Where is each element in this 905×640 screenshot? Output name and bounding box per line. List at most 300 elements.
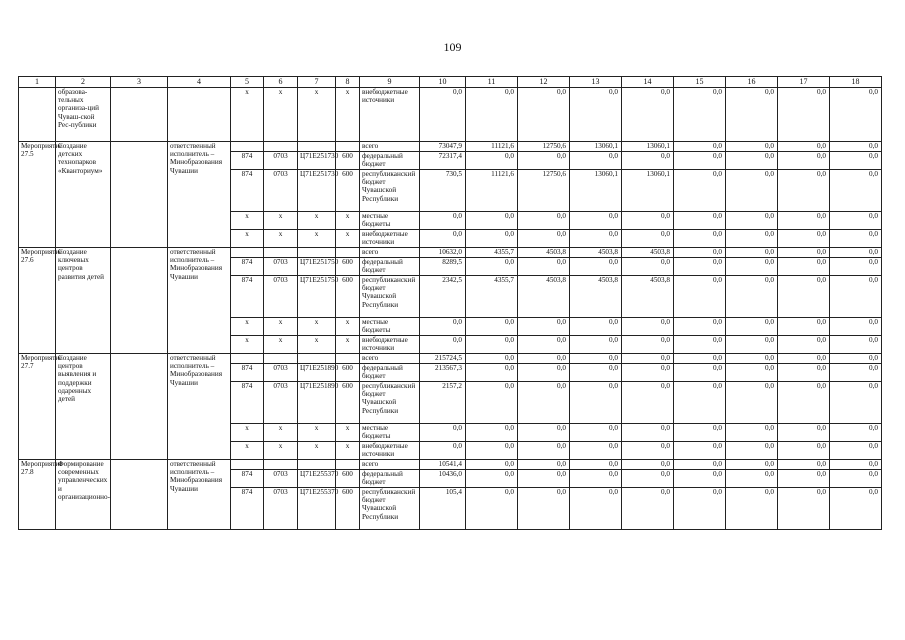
code-cell: 0703 <box>264 364 298 382</box>
code-cell: 600 <box>336 382 360 424</box>
value-cell: 0,0 <box>726 336 778 354</box>
code-cell <box>264 248 298 258</box>
value-cell: 0,0 <box>726 318 778 336</box>
code-cell: x <box>336 318 360 336</box>
value-cell: 0,0 <box>466 488 518 530</box>
value-cell: 0,0 <box>726 276 778 318</box>
value-cell: 0,0 <box>674 460 726 470</box>
value-cell: 0,0 <box>674 354 726 364</box>
value-cell: 0,0 <box>570 230 622 248</box>
value-cell: 0,0 <box>570 258 622 276</box>
value-cell: 0,0 <box>570 460 622 470</box>
value-cell: 0,0 <box>830 336 882 354</box>
header-cell: 15 <box>674 77 726 88</box>
value-cell: 0,0 <box>778 382 830 424</box>
value-cell: 0,0 <box>726 152 778 170</box>
code-cell: x <box>231 212 264 230</box>
value-cell: 4503,8 <box>570 248 622 258</box>
value-cell: 0,0 <box>466 336 518 354</box>
value-cell: 0,0 <box>830 230 882 248</box>
code-cell: x <box>298 230 336 248</box>
value-cell: 0,0 <box>622 488 674 530</box>
source-cell: внебюджетные источники <box>360 88 420 142</box>
value-cell: 0,0 <box>570 88 622 142</box>
value-cell: 0,0 <box>420 336 466 354</box>
value-cell: 10436,0 <box>420 470 466 488</box>
value-cell: 13060,1 <box>570 170 622 212</box>
source-cell: местные бюджеты <box>360 318 420 336</box>
value-cell: 0,0 <box>674 248 726 258</box>
code-cell: Ц71Е251750 <box>298 276 336 318</box>
value-cell: 0,0 <box>622 470 674 488</box>
value-cell: x <box>336 88 360 142</box>
value-cell: 10541,4 <box>420 460 466 470</box>
code-cell <box>231 460 264 470</box>
code-cell <box>298 248 336 258</box>
value-cell: 0,0 <box>830 424 882 442</box>
code-cell <box>264 142 298 152</box>
value-cell: 0,0 <box>778 152 830 170</box>
code-cell: x <box>264 230 298 248</box>
value-cell: 0,0 <box>674 276 726 318</box>
code-cell: x <box>231 336 264 354</box>
code-cell: x <box>336 230 360 248</box>
code-cell: 0703 <box>264 258 298 276</box>
value-cell: 0,0 <box>622 318 674 336</box>
value-cell: 13060,1 <box>570 142 622 152</box>
value-cell: 0,0 <box>778 170 830 212</box>
code-cell: x <box>231 318 264 336</box>
value-cell: 0,0 <box>622 230 674 248</box>
code-cell <box>264 354 298 364</box>
value-cell: 12750,6 <box>518 170 570 212</box>
code-cell: 0703 <box>264 152 298 170</box>
code-cell: 874 <box>231 382 264 424</box>
value-cell: 0,0 <box>830 442 882 460</box>
empty-cell <box>111 460 168 530</box>
code-cell: x <box>264 336 298 354</box>
header-cell: 6 <box>264 77 298 88</box>
value-cell: 4355,7 <box>466 248 518 258</box>
value-cell: 0,0 <box>726 382 778 424</box>
value-cell: 0,0 <box>622 382 674 424</box>
value-cell: 0,0 <box>622 88 674 142</box>
header-cell: 11 <box>466 77 518 88</box>
value-cell: 4503,8 <box>518 276 570 318</box>
value-cell: 213567,3 <box>420 364 466 382</box>
value-cell: 0,0 <box>830 364 882 382</box>
code-cell: Ц71Е251730 <box>298 170 336 212</box>
code-cell: Ц71Е251890 <box>298 382 336 424</box>
value-cell: 0,0 <box>830 318 882 336</box>
value-cell: 0,0 <box>778 230 830 248</box>
code-cell: x <box>231 424 264 442</box>
header-cell: 18 <box>830 77 882 88</box>
value-cell: 0,0 <box>518 152 570 170</box>
code-cell: x <box>298 424 336 442</box>
value-cell: 73047,9 <box>420 142 466 152</box>
event-title-cell: образова-тельных организа-ций Чуваш-ской Рес-публики <box>56 88 111 142</box>
source-cell: республиканский бюджет Чувашской Республики <box>360 382 420 424</box>
value-cell: 13060,1 <box>622 170 674 212</box>
table-row <box>19 142 882 152</box>
code-cell: x <box>264 318 298 336</box>
header-cell: 7 <box>298 77 336 88</box>
code-cell <box>231 354 264 364</box>
value-cell: 0,0 <box>466 212 518 230</box>
code-cell: Ц71Е251730 <box>298 152 336 170</box>
event-id-cell: Мероприятие 27.6 <box>19 248 56 354</box>
value-cell: 0,0 <box>622 152 674 170</box>
value-cell: 0,0 <box>518 442 570 460</box>
value-cell: 4503,8 <box>570 276 622 318</box>
value-cell: 0,0 <box>778 258 830 276</box>
code-cell: x <box>264 424 298 442</box>
source-cell: внебюджетные источники <box>360 230 420 248</box>
source-cell: республиканский бюджет Чувашской Республики <box>360 170 420 212</box>
value-cell: 0,0 <box>570 212 622 230</box>
value-cell: 0,0 <box>674 488 726 530</box>
value-cell: 0,0 <box>726 424 778 442</box>
code-cell <box>264 460 298 470</box>
value-cell: 0,0 <box>674 470 726 488</box>
value-cell: 0,0 <box>726 230 778 248</box>
value-cell: 0,0 <box>466 382 518 424</box>
source-cell: федеральный бюджет <box>360 152 420 170</box>
value-cell: 0,0 <box>778 276 830 318</box>
executor-cell: ответственный исполнитель – Минобразования Чувашии <box>168 354 231 460</box>
value-cell: 0,0 <box>674 318 726 336</box>
value-cell: 0,0 <box>674 424 726 442</box>
value-cell: 0,0 <box>726 364 778 382</box>
header-cell: 12 <box>518 77 570 88</box>
code-cell: 874 <box>231 170 264 212</box>
value-cell: 0,0 <box>518 336 570 354</box>
source-cell: местные бюджеты <box>360 424 420 442</box>
code-cell <box>231 142 264 152</box>
code-cell <box>231 248 264 258</box>
code-cell: Ц71Е255370 <box>298 488 336 530</box>
value-cell: 0,0 <box>570 382 622 424</box>
code-cell: 874 <box>231 364 264 382</box>
empty-cell <box>111 88 168 142</box>
value-cell: 0,0 <box>570 424 622 442</box>
table-row <box>19 354 882 364</box>
code-cell: 874 <box>231 258 264 276</box>
source-cell: федеральный бюджет <box>360 470 420 488</box>
value-cell: 0,0 <box>570 354 622 364</box>
source-cell: внебюджетные источники <box>360 336 420 354</box>
code-cell: Ц71Е251750 <box>298 258 336 276</box>
executor-cell: ответственный исполнитель – Минобразования Чувашии <box>168 248 231 354</box>
code-cell: Ц71Е251890 <box>298 364 336 382</box>
value-cell: 0,0 <box>778 470 830 488</box>
value-cell: 0,0 <box>726 142 778 152</box>
code-cell: 600 <box>336 258 360 276</box>
event-title-cell: Создание центров выявления и поддержки одаренных детей <box>56 354 111 460</box>
header-cell: 14 <box>622 77 674 88</box>
source-cell: всего <box>360 354 420 364</box>
code-cell: Ц71Е255370 <box>298 470 336 488</box>
table-row <box>19 460 882 470</box>
value-cell: 0,0 <box>420 442 466 460</box>
value-cell: 0,0 <box>674 258 726 276</box>
value-cell: 0,0 <box>622 354 674 364</box>
value-cell: 0,0 <box>726 488 778 530</box>
value-cell: 0,0 <box>570 336 622 354</box>
value-cell: 11121,6 <box>466 142 518 152</box>
value-cell: 0,0 <box>622 212 674 230</box>
value-cell: 0,0 <box>518 382 570 424</box>
value-cell: 0,0 <box>726 248 778 258</box>
code-cell: 0703 <box>264 170 298 212</box>
value-cell: 0,0 <box>674 230 726 248</box>
value-cell: 0,0 <box>518 488 570 530</box>
value-cell: 0,0 <box>830 470 882 488</box>
code-cell: 874 <box>231 276 264 318</box>
value-cell: x <box>231 88 264 142</box>
code-cell: x <box>298 336 336 354</box>
code-cell: x <box>298 212 336 230</box>
code-cell <box>336 460 360 470</box>
event-title-cell: Создание детских технопарков «Кванториум» <box>56 142 111 248</box>
table-row <box>19 88 882 142</box>
value-cell: 0,0 <box>466 258 518 276</box>
code-cell: x <box>231 230 264 248</box>
value-cell: 12750,6 <box>518 142 570 152</box>
code-cell <box>336 248 360 258</box>
value-cell: 0,0 <box>518 364 570 382</box>
source-cell: внебюджетные источники <box>360 442 420 460</box>
value-cell: 0,0 <box>622 258 674 276</box>
value-cell: 0,0 <box>830 354 882 364</box>
value-cell: 2342,5 <box>420 276 466 318</box>
value-cell: 0,0 <box>778 336 830 354</box>
header-cell: 13 <box>570 77 622 88</box>
value-cell: 0,0 <box>622 424 674 442</box>
value-cell: 0,0 <box>466 364 518 382</box>
code-cell <box>298 142 336 152</box>
value-cell: 0,0 <box>778 488 830 530</box>
code-cell: 874 <box>231 470 264 488</box>
code-cell: x <box>231 442 264 460</box>
value-cell: 0,0 <box>726 442 778 460</box>
value-cell: 0,0 <box>726 212 778 230</box>
value-cell: 0,0 <box>570 364 622 382</box>
value-cell: 0,0 <box>778 88 830 142</box>
value-cell: 0,0 <box>518 318 570 336</box>
value-cell: 0,0 <box>466 442 518 460</box>
value-cell: 0,0 <box>830 276 882 318</box>
executor-cell: ответственный исполнитель – Минобразования Чувашии <box>168 142 231 248</box>
empty-cell <box>111 354 168 460</box>
value-cell: 0,0 <box>466 152 518 170</box>
code-cell <box>298 354 336 364</box>
code-cell: x <box>336 212 360 230</box>
code-cell: 600 <box>336 170 360 212</box>
code-cell: x <box>336 424 360 442</box>
value-cell: x <box>264 88 298 142</box>
header-cell: 10 <box>420 77 466 88</box>
code-cell: 874 <box>231 152 264 170</box>
code-cell: x <box>336 442 360 460</box>
value-cell: 0,0 <box>726 470 778 488</box>
empty-cell <box>111 142 168 248</box>
value-cell: 0,0 <box>518 258 570 276</box>
code-cell: 0703 <box>264 276 298 318</box>
value-cell: 4503,8 <box>622 276 674 318</box>
value-cell: 0,0 <box>518 424 570 442</box>
value-cell: 0,0 <box>830 152 882 170</box>
value-cell: 8289,5 <box>420 258 466 276</box>
value-cell: 0,0 <box>830 212 882 230</box>
code-cell <box>336 354 360 364</box>
value-cell: 0,0 <box>726 170 778 212</box>
value-cell: 0,0 <box>674 142 726 152</box>
value-cell: 0,0 <box>830 88 882 142</box>
value-cell: 2157,2 <box>420 382 466 424</box>
header-cell: 1 <box>19 77 56 88</box>
value-cell: 0,0 <box>570 488 622 530</box>
code-cell <box>298 460 336 470</box>
executor-cell <box>168 88 231 142</box>
value-cell: 13060,1 <box>622 142 674 152</box>
value-cell: 0,0 <box>466 88 518 142</box>
value-cell: 0,0 <box>674 170 726 212</box>
value-cell: 0,0 <box>570 152 622 170</box>
code-cell: x <box>298 442 336 460</box>
value-cell: 0,0 <box>674 382 726 424</box>
source-cell: федеральный бюджет <box>360 258 420 276</box>
value-cell: 0,0 <box>778 364 830 382</box>
value-cell: 0,0 <box>570 442 622 460</box>
value-cell: 0,0 <box>674 152 726 170</box>
code-cell: 600 <box>336 152 360 170</box>
value-cell: 0,0 <box>420 88 466 142</box>
code-cell: 600 <box>336 276 360 318</box>
event-id-cell: Мероприятие 27.7 <box>19 354 56 460</box>
value-cell: 0,0 <box>726 258 778 276</box>
value-cell: 0,0 <box>778 142 830 152</box>
value-cell: 0,0 <box>726 354 778 364</box>
value-cell: 0,0 <box>830 488 882 530</box>
value-cell: 0,0 <box>466 460 518 470</box>
header-cell: 16 <box>726 77 778 88</box>
code-cell: 600 <box>336 364 360 382</box>
header-cell: 17 <box>778 77 830 88</box>
value-cell: 0,0 <box>420 318 466 336</box>
page-number: 109 <box>443 40 462 54</box>
value-cell: 0,0 <box>518 230 570 248</box>
value-cell: 215724,5 <box>420 354 466 364</box>
event-id-cell: Мероприятие 27.8 <box>19 460 56 530</box>
value-cell: 0,0 <box>778 248 830 258</box>
value-cell: 0,0 <box>420 424 466 442</box>
value-cell: 0,0 <box>778 442 830 460</box>
value-cell: 0,0 <box>674 442 726 460</box>
event-id-cell: Мероприятие 27.5 <box>19 142 56 248</box>
value-cell: 0,0 <box>830 258 882 276</box>
value-cell: 0,0 <box>420 212 466 230</box>
value-cell: 0,0 <box>518 470 570 488</box>
value-cell: 0,0 <box>778 318 830 336</box>
value-cell: 0,0 <box>674 364 726 382</box>
code-cell: x <box>264 442 298 460</box>
value-cell: 105,4 <box>420 488 466 530</box>
value-cell: 0,0 <box>466 424 518 442</box>
source-cell: местные бюджеты <box>360 212 420 230</box>
value-cell: 4503,8 <box>622 248 674 258</box>
value-cell: 0,0 <box>622 364 674 382</box>
value-cell: 0,0 <box>518 212 570 230</box>
value-cell: 0,0 <box>466 318 518 336</box>
code-cell: 874 <box>231 488 264 530</box>
code-cell: 0703 <box>264 470 298 488</box>
code-cell: 600 <box>336 488 360 530</box>
source-cell: всего <box>360 460 420 470</box>
value-cell: 0,0 <box>570 318 622 336</box>
source-cell: всего <box>360 142 420 152</box>
value-cell: 0,0 <box>674 88 726 142</box>
executor-cell: ответственный исполнитель – Минобразования Чувашии <box>168 460 231 530</box>
value-cell: 0,0 <box>674 212 726 230</box>
header-cell: 8 <box>336 77 360 88</box>
value-cell: 0,0 <box>622 442 674 460</box>
source-cell: республиканский бюджет Чувашской Республики <box>360 276 420 318</box>
source-cell: республиканский бюджет Чувашской Республики <box>360 488 420 530</box>
value-cell: 0,0 <box>622 336 674 354</box>
source-cell: федеральный бюджет <box>360 364 420 382</box>
header-row <box>19 77 882 88</box>
value-cell: 0,0 <box>466 230 518 248</box>
value-cell: 0,0 <box>518 88 570 142</box>
value-cell: 0,0 <box>466 470 518 488</box>
value-cell: 0,0 <box>830 460 882 470</box>
value-cell: 11121,6 <box>466 170 518 212</box>
code-cell: 0703 <box>264 488 298 530</box>
value-cell: 0,0 <box>778 424 830 442</box>
value-cell: x <box>298 88 336 142</box>
code-cell: x <box>264 212 298 230</box>
value-cell: 0,0 <box>830 170 882 212</box>
value-cell: 0,0 <box>518 354 570 364</box>
budget-table <box>18 76 882 530</box>
code-cell <box>336 142 360 152</box>
value-cell: 0,0 <box>466 354 518 364</box>
value-cell: 10632,0 <box>420 248 466 258</box>
value-cell: 0,0 <box>420 230 466 248</box>
value-cell: 0,0 <box>518 460 570 470</box>
code-cell: 600 <box>336 470 360 488</box>
event-title-cell: Создание ключевых центров развития детей <box>56 248 111 354</box>
value-cell: 0,0 <box>778 460 830 470</box>
value-cell: 0,0 <box>570 470 622 488</box>
header-cell: 2 <box>56 77 111 88</box>
value-cell: 0,0 <box>674 336 726 354</box>
value-cell: 0,0 <box>622 460 674 470</box>
code-cell: 0703 <box>264 382 298 424</box>
value-cell: 4503,8 <box>518 248 570 258</box>
value-cell: 0,0 <box>830 248 882 258</box>
code-cell: x <box>298 318 336 336</box>
event-title-cell: Формирование современных управленческих и организационно- <box>56 460 111 530</box>
header-cell: 9 <box>360 77 420 88</box>
value-cell: 0,0 <box>726 88 778 142</box>
table-row <box>19 248 882 258</box>
value-cell: 0,0 <box>830 142 882 152</box>
value-cell: 0,0 <box>726 460 778 470</box>
header-cell: 3 <box>111 77 168 88</box>
